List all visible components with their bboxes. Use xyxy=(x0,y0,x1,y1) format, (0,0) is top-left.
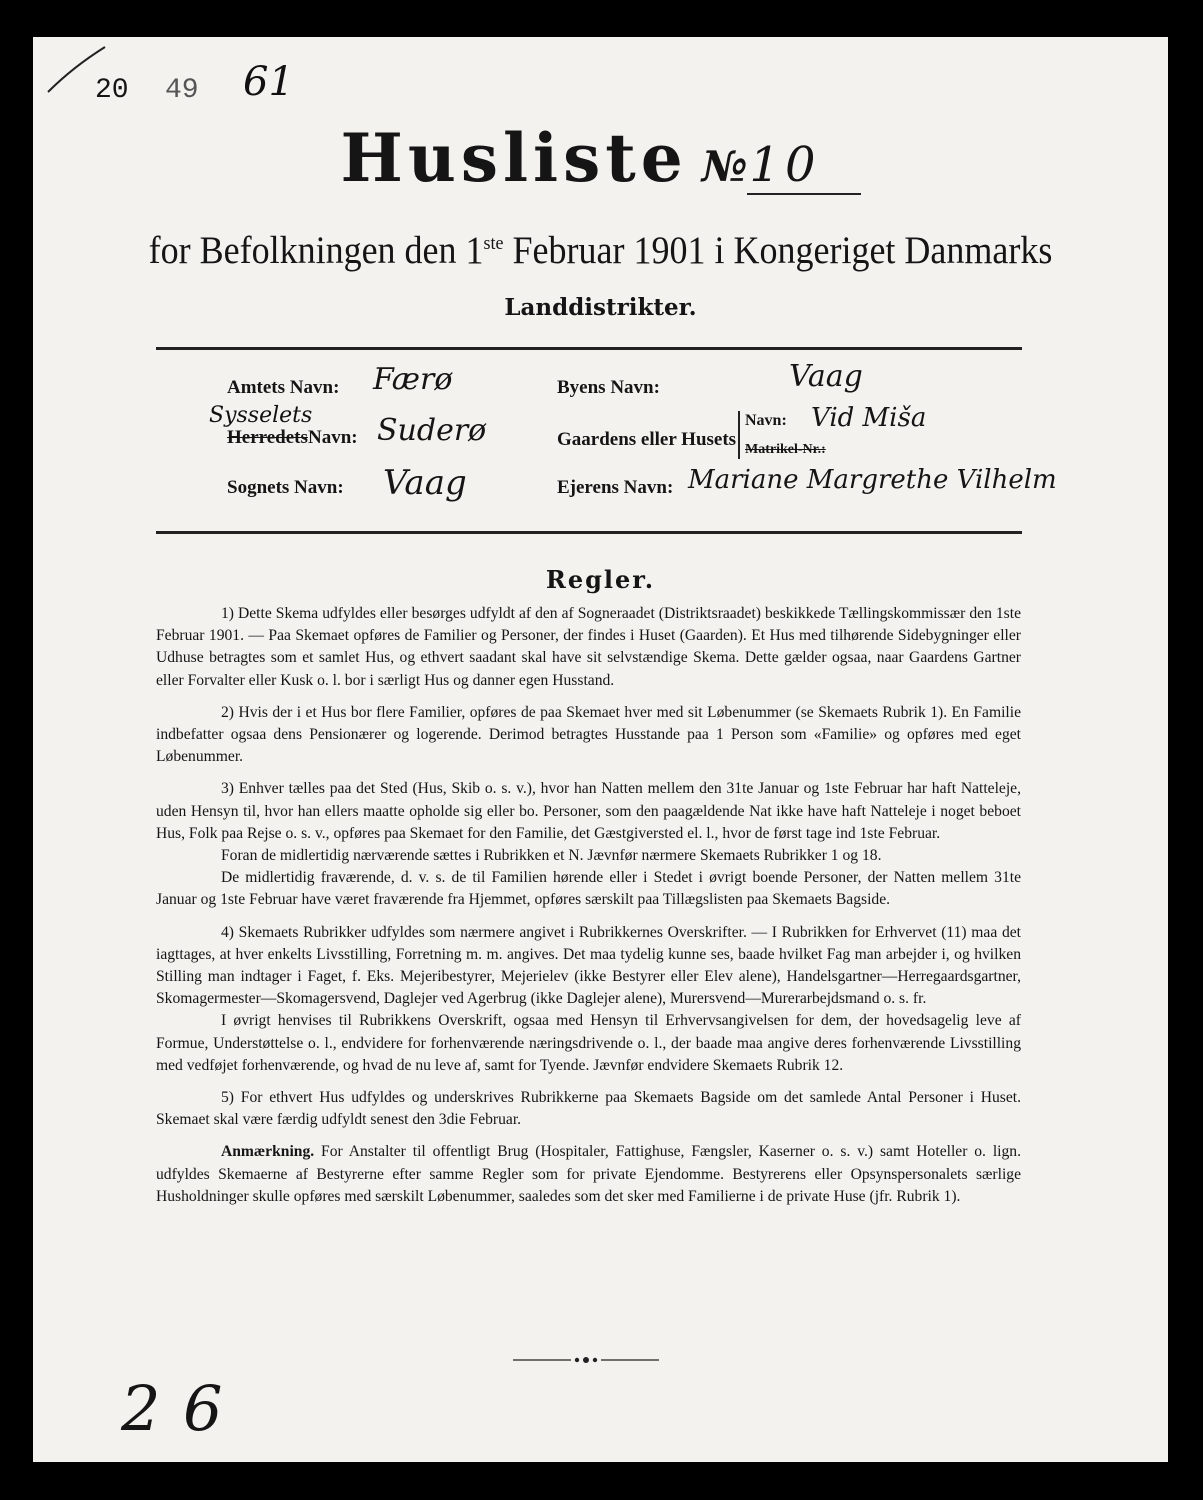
rule-2: 2) Hvis der i et Hus bor flere Familier, opføres de paa Skemaet hver med sit Løbenummer (se Skemaets Rubrik 1). En Familie indbefatter ogsaa dens Pensionærer og logerende. Derimod betragtes Husstande paa 1 Person som «Familie» og opføres med eget Løbenummer. xyxy=(156,703,1021,766)
by-value: Vaag xyxy=(789,359,863,394)
amt-value: Færø xyxy=(373,362,453,397)
note-text: For Anstalter til offentligt Brug (Hospitaler, Fattighuse, Fængsler, Kaserner o. s. v.) samt Hoteller o. lign. udfyldes Skemaerne af Bestyrerne efter samme Regler som for private Ejendomme. Bestyrerens eller Opsynspersonalets særlige Husholdninger skulle opføres med særskilt Løbenummer, saaledes som det sker med Familierne i de private Huse (jfr. Rubrik 1). xyxy=(156,1143,1021,1205)
handwritten-bottom-right: 6 xyxy=(183,1372,223,1445)
herred-label: Navn: xyxy=(308,427,358,448)
ejer-label: Ejerens Navn: xyxy=(557,477,674,498)
rule-4a: 4) Skemaets Rubrikker udfyldes som nærmere angivet i Rubrikkernes Overskrifter. — I Rubrikken for Erhvervet (11) maa det iagttages, at hver enkelts Livsstilling, Forretning m. m. angives. Det maa tydelig kunne ses, baade hvilket Fag man arbejder i, og hvilken Stilling man indtager i Faget, f. Eks. Mejeribestyrer, Mejerielev (ikke Bestyrer eller Elev alene), Handelsgartner—Herregaardsgartner, Skomagermester—Skomagersvend, Daglejer ved Agerbrug (ikke Daglejer alene), Murersvend—Murerarbejdsmand o. s. fr. xyxy=(156,923,1021,1008)
rule-3b: Foran de midlertidig nærværende sættes i Rubrikken et N. Jævnfør nærmere Skemaets Rubrikker 1 og 18. xyxy=(221,847,882,865)
title-text: Husliste xyxy=(340,119,688,197)
census-form-page xyxy=(33,37,1168,1462)
subtitle-sup: ste xyxy=(483,231,504,254)
handwritten-mark: 61 xyxy=(243,59,294,105)
gaard-matrikel-label: Matrikel-Nr.: xyxy=(745,442,826,457)
archive-number-2: 49 xyxy=(165,75,199,106)
note-label: Anmærkning. xyxy=(221,1143,315,1161)
gaard-navn-label: Navn: xyxy=(745,412,787,429)
form-subtitle xyxy=(33,227,1168,272)
ejer-value: Mariane Margrethe Vilhelm xyxy=(688,465,1057,495)
top-rule xyxy=(156,347,1022,350)
herred-handwritten-correction: Sysselets xyxy=(209,403,313,428)
sogn-value: Vaag xyxy=(383,463,467,503)
rule-4b: I øvrigt henvises til Rubrikkens Overskrift, ogsaa med Hensyn til Erhvervsangivelsen for dem, der hovedsagelig leve af Formue, Understøttelse o. l., endvidere for forhenværende næringsdrivende o. l., der baade maa angive deres forhenværende Livsstilling med vedføjet forhenværende, og hvad de nu leve af, samt for Tyende. Jævnfør endvidere Skemaets Rubrik 12. xyxy=(156,1012,1021,1074)
middle-rule xyxy=(156,531,1022,534)
herred-value: Suderø xyxy=(377,413,487,448)
gaard-navn-value: Vid Miša xyxy=(811,403,927,433)
sogn-label: Sognets Navn: xyxy=(227,477,344,498)
amt-label: Amtets Navn: xyxy=(227,377,340,398)
rule-1: 1) Dette Skema udfyldes eller besørges udfyldt af den af Sogneraadet (Distriktsraadet) beskikkede Tællingskommissær den 1ste Februar 1901. — Paa Skemaet opføres de Familier og Personer, der findes i Huset (Gaarden). Et Hus med tilhørende Sidebygninger eller Udhuse betragtes som et samlet Hus, og ethvert saadant skal have sit selvstændige Skema. Dette gælder ogsaa, naar Gaardens Gartner eller Forvalter eller Kusk o. l. bor i særligt Hus og danner egen Husstand. xyxy=(156,605,1021,689)
herred-struck-label: Herredets xyxy=(227,427,308,448)
house-number-value: 10 xyxy=(747,137,860,195)
rules-body xyxy=(156,603,1021,1218)
form-subsubtitle: Landdistrikter. xyxy=(504,294,697,321)
rule-3c: De midlertidig fraværende, d. v. s. de til Familien hørende eller i Stedet i øvrigt boende Personer, der Natten mellem 31te Januar og 1ste Februar have været fraværende fra Hjemmet, opføres særskilt paa Tillægslisten paa Skemaets Bagside. xyxy=(156,869,1021,909)
form-title xyxy=(33,119,1168,197)
gaard-bracket xyxy=(738,411,740,459)
ornament-divider xyxy=(513,1353,659,1367)
gaard-label: Gaardens eller Husets xyxy=(557,429,737,450)
note xyxy=(156,1141,1021,1208)
by-label: Byens Navn: xyxy=(557,377,660,398)
handwritten-bottom-left: 2 xyxy=(121,1372,161,1445)
subtitle-pre: for Befolkningen den 1 xyxy=(148,228,484,272)
rule-3a: 3) Enhver tælles paa det Sted (Hus, Skib o. s. v.), hvor han Natten mellem den 31te Januar og 1ste Februar har haft Natteleje, uden Hensyn til, hvor han ellers maatte opholde sig eller bo. Personer, som den paagældende Nat ikke have haft Natteleje i noget beboet Hus, Folk paa Rejse o. s. v., opføres paa Skemaet for den Familie, det Gæstgiversted el. l., hvor de først tage ind 1ste Februar. xyxy=(156,780,1021,842)
subtitle-post: Februar 1901 i Kongeriget Danmarks xyxy=(503,228,1053,272)
rules-heading: Regler. xyxy=(545,565,656,594)
number-sign: № xyxy=(701,142,748,191)
rule-5: 5) For ethvert Hus udfyldes og underskrives Rubrikkerne paa Skemaets Bagside om det samlede Antal Personer i Huset. Skemaet skal være færdig udfyldt senest den 3die Februar. xyxy=(156,1089,1021,1129)
archive-number-1: 20 xyxy=(95,75,129,106)
